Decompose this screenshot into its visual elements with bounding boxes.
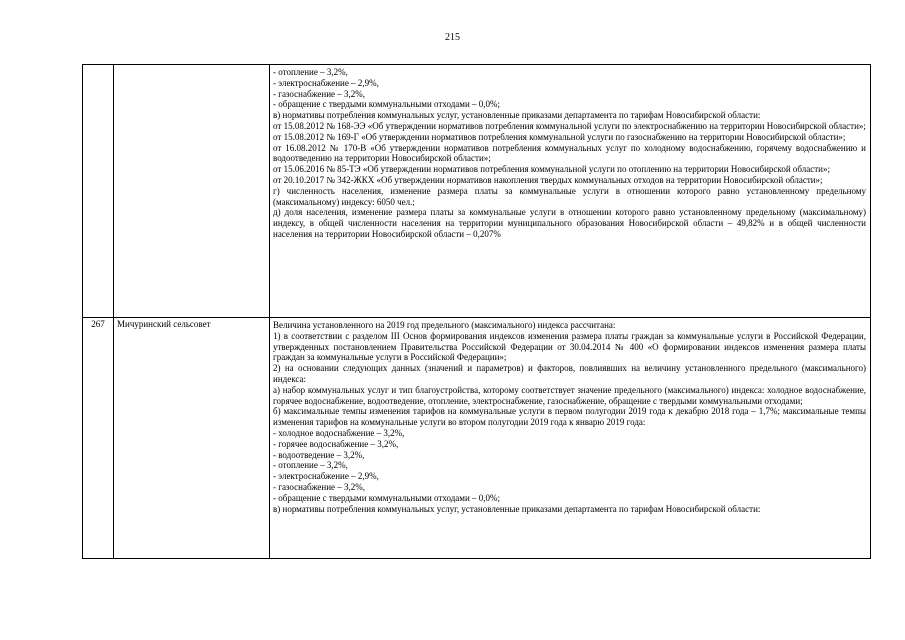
text-line: - обращение с твердыми коммунальными отходами – 0,0%; <box>273 492 501 503</box>
text-line: - отопление – 3,2%, <box>273 460 348 471</box>
text-line: от 15.08.2012 № 168-ЭЭ «Об утверждении нормативов потребления коммунальной услуги по электроснабжению на территории Новосибирской области»; <box>273 120 866 131</box>
table-row <box>83 318 871 559</box>
table-row <box>83 65 871 318</box>
text-line: - обращение с твердыми коммунальными отходами – 0,0%; <box>273 99 501 110</box>
municipality-name <box>114 65 270 318</box>
text-line: - горячее водоснабжение – 3,2%, <box>273 438 399 449</box>
row-description <box>270 65 871 318</box>
text-line: - электроснабжение – 2,9%, <box>273 471 379 482</box>
text-line: от 16.08.2012 № 170-В «Об утверждении нормативов потребления коммунальных услуг по холодному водоснабжению, горячему водоснабжению и водоотведению на территории Новосибирской области»; <box>273 142 866 164</box>
text-line: а) набор коммунальных услуг и тип благоустройства, которому соответствует значение предельного (максимального) индекса: холодное водоснабжение, горячее водоснабжение, водоотведение, отопление, электроснабжение, газоснабжение, обращение с твердыми коммунальными отходами; <box>273 384 866 406</box>
text-line: от 15.06.2016 № 85-ТЭ «Об утверждении нормативов потребления коммунальной услуги по отоплению на территории Новосибирской области»; <box>273 164 830 175</box>
text-line: в) нормативы потребления коммунальных услуг, установленные приказами департамента по тарифам Новосибирской области: <box>273 110 761 121</box>
municipality-name: Мичуринский сельсовет <box>114 318 270 559</box>
text-line: - отопление – 3,2%, <box>273 67 348 77</box>
text-line: б) максимальные темпы изменения тарифов на коммунальные услуги в первом полугодии 2019 года к декабрю 2018 года – 1,7%; максимальные темпы изменения тарифов на коммунальные услуги во втором полугодии 2019 года к январю 2019 года: <box>273 406 866 428</box>
text-line: от 20.10.2017 № 342-ЖКХ «Об утверждении нормативов накопления твердых коммунальных отходов на территории Новосибирской области»; <box>273 174 823 185</box>
text-line: 1) в соответствии с разделом III Основ формирования индексов изменения размера платы граждан за коммунальные услуги в Российской Федерации, утвержденных постановлением Правительства Российской Федерации от 30.04.2014 № 400 «О формировании индексов изменения размера платы граждан за коммунальные услуги в Российской Федерации»; <box>273 330 866 363</box>
text-line: - газоснабжение – 3,2%, <box>273 481 366 492</box>
text-line: в) нормативы потребления коммунальных услуг, установленные приказами департамента по тарифам Новосибирской области: <box>273 503 761 514</box>
text-line: от 15.08.2012 № 169-Г «Об утверждении нормативов потребления коммунальной услуги по газоснабжению на территории Новосибирской области»; <box>273 131 846 142</box>
text-line: г) численность населения, изменение размера платы за коммунальные услуги в отношении которого равно установленному предельному (максимальному) индексу: 6050 чел.; <box>273 185 866 207</box>
text-line: Величина установленного на 2019 год предельного (максимального) индекса рассчитана: <box>273 320 616 330</box>
text-line: - газоснабжение – 3,2%, <box>273 88 366 99</box>
text-line: 2) на основании следующих данных (значений и параметров) и факторов, повлиявших на величину установленного предельного (максимального) индекса: <box>273 363 866 384</box>
row-number: 267 <box>83 318 114 559</box>
text-line: д) доля населения, изменение размера платы за коммунальные услуги в отношении которого равно установленному предельному (максимальному) индексу, в общей численности населения на территории муниципального образования Новосибирской области – 49,82% и в общей численности населения на территории Новосибирской области – 0,207% <box>273 207 866 239</box>
row-description <box>270 318 871 559</box>
text-line: - холодное водоснабжение – 3,2%, <box>273 427 405 438</box>
text-line: - водоотведение – 3,2%, <box>273 449 365 460</box>
row-number <box>83 65 114 318</box>
text-line: - электроснабжение – 2,9%, <box>273 77 379 88</box>
tariff-table <box>82 64 871 559</box>
page-number: 215 <box>445 32 460 43</box>
